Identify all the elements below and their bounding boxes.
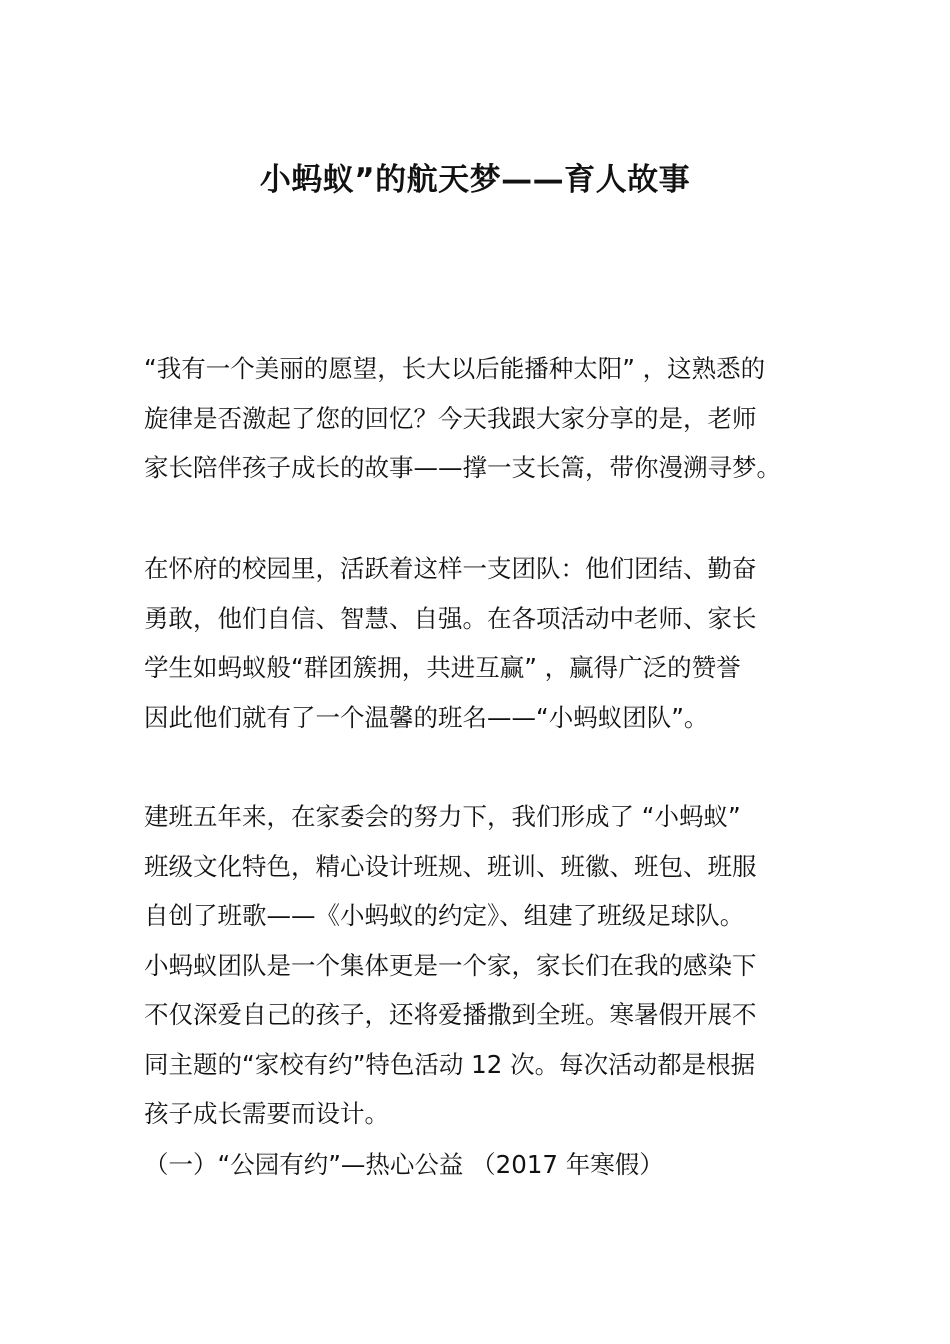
subheading-text: （一）“公园有约”—热心公益 （2017 年寒假） [144,1150,664,1179]
text-line: 旋律是否激起了您的回忆？今天我跟大家分享的是，老师 [144,403,757,433]
text-line: 在怀府的校园里，活跃着这样一支团队：他们团结、勤奋 [144,554,757,583]
text-line: “我有一个美丽的愿望，长大以后能播种太阳” ，这熟悉的 [144,354,766,383]
paragraph-1 [144,344,824,493]
document-title: 小蚂蚁”的航天梦——育人故事 [259,162,691,198]
text-line: 学生如蚂蚁般“群团簇拥，共进互赢” ，赢得广泛的赞誉 [144,653,741,682]
text-line: 勇敢，他们自信、智慧、自强。在各项活动中老师、家长 [144,603,757,633]
text-line: 家长陪伴孩子成长的故事——撑一支长篙，带你漫溯寻梦。 [144,453,781,482]
paragraph-2 [144,544,824,742]
text-line: 小蚂蚁团队是一个集体更是一个家，家长们在我的感染下 [144,950,757,980]
text-line: 不仅深爱自己的孩子，还将爱播撒到全班。寒暑假开展不 [144,1000,757,1029]
text-line: 孩子成长需要而设计。 [144,1099,389,1128]
paragraph-3 [144,792,824,1139]
text-line: 班级文化特色，精心设计班规、班训、班徽、班包、班服 [144,851,757,881]
text-line: 自创了班歌——《小蚂蚁的约定》、组建了班级足球队。 [144,901,745,930]
text-line: 因此他们就有了一个温馨的班名——“小蚂蚁团队”。 [144,702,709,732]
text-line: 同主题的“家校有约”特色活动 12 次。每次活动都是根据 [144,1049,756,1079]
section-subheading [144,1140,824,1190]
text-line: 建班五年来，在家委会的努力下，我们形成了 “小蚂蚁” [144,802,741,831]
